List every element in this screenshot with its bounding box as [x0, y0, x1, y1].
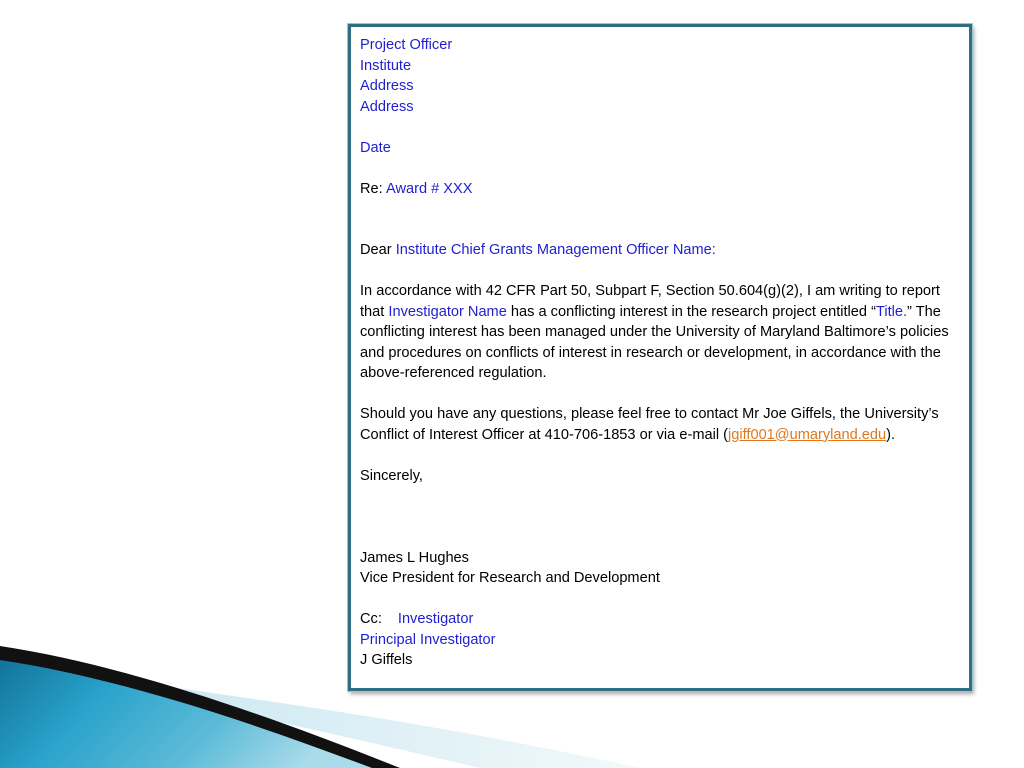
body-paragraph-2 [360, 404, 960, 445]
cc-item: Principal Investigator [360, 631, 496, 648]
cc-label: Cc: [360, 611, 382, 627]
re-award-number: Award # XXX [385, 180, 473, 197]
body1-part3: ” The conflicting interest has been managed under the University of Maryland Baltimore’s policies and procedures on conflicts of interest in research or development, in accordance with the above-referenced regulation. [360, 303, 949, 381]
salutation-colon: : [711, 242, 716, 258]
letter-body [360, 35, 960, 671]
recipient-title: Project Officer [360, 37, 453, 53]
re-label: Re: [360, 180, 383, 197]
body1-part2: has a conflicting interest in the research project entitled “ [510, 303, 876, 320]
closing: Sincerely, [360, 467, 423, 484]
recipient-address-1: Address [360, 78, 414, 94]
body1-part1: In accordance with 42 CFR Part 50, Subpart F, Section 50.604(g)(2), I am writing to report that [360, 283, 940, 320]
recipient-institute: Institute [360, 57, 412, 74]
email-link[interactable]: jgiff001@umaryland.edu [728, 426, 887, 443]
body-paragraph-1 [360, 281, 960, 384]
signer-title: Vice President for Research and Development [360, 570, 660, 586]
signer-name: James L Hughes [360, 549, 469, 566]
recipient-address-2: Address [360, 98, 414, 115]
re-line [360, 179, 960, 200]
investigator-name-placeholder: Investigator Name [388, 303, 507, 320]
letter-frame [348, 24, 972, 691]
cc-item: J Giffels [360, 652, 413, 668]
project-title-placeholder: Title. [875, 303, 908, 320]
salutation [360, 240, 960, 261]
salutation-name: Institute Chief Grants Management Officer Name [395, 242, 712, 258]
cc-line [360, 609, 960, 630]
cc-item: Investigator [397, 611, 474, 627]
letter-date: Date [360, 139, 391, 156]
body2-part1: Should you have any questions, please feel free to contact Mr Joe Giffels, the University’s Conflict of Interest Officer at 410-706-1853 or via e-mail ( [360, 406, 939, 443]
salutation-prefix: Dear [360, 242, 392, 258]
body2-part2: ). [886, 426, 896, 443]
